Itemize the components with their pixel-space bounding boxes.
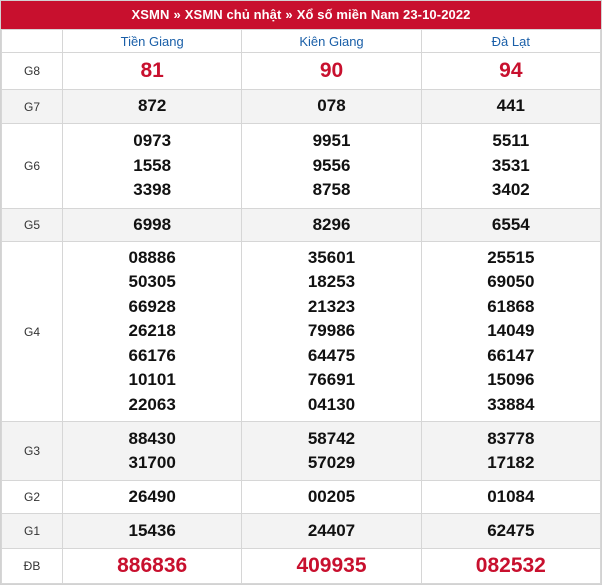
prize-number: 35601 [307,248,356,268]
prize-number: 04130 [307,394,356,414]
prize-number: 08886 [128,248,176,268]
prize-cell-da-lat [421,124,600,209]
results-table [1,29,601,584]
breadcrumb-separator: » [285,7,293,22]
prize-row-g5 [2,209,601,242]
prize-row-g7 [2,90,601,124]
prize-number: 18253 [307,272,356,292]
prize-cell-da-lat [421,422,600,481]
prize-number: 88430 [128,428,176,448]
prize-number: 61868 [487,296,535,316]
prize-number: 66147 [487,345,535,365]
prize-number: 66176 [128,345,176,365]
prize-number: 33884 [487,394,535,414]
prize-number: 22063 [128,394,176,414]
prize-number: 50305 [128,272,176,292]
prize-number: 1558 [133,155,172,175]
prize-label: G5 [2,209,63,242]
province-header-tien-giang: Tiền Giang [63,30,242,53]
prize-label: G3 [2,422,63,481]
prize-row-g8 [2,53,601,90]
prize-label: G1 [2,514,63,549]
prize-cell-tien-giang [63,90,242,124]
province-header-da-lat: Đà Lạt [421,30,600,53]
prize-number: 872 [137,96,167,116]
prize-cell-da-lat [421,514,600,549]
prize-number: 14049 [487,321,535,341]
prize-cell-tien-giang [63,124,242,209]
prize-number: 01084 [487,486,535,506]
prize-number: 66928 [128,296,176,316]
breadcrumb-xsmn-sunday-link[interactable]: XSMN chủ nhật [184,7,282,22]
prize-label: ĐB [2,549,63,584]
prize-cell-kien-giang [242,90,421,124]
prize-cell-kien-giang [242,124,421,209]
prize-cell-tien-giang [63,242,242,422]
prize-number: 21323 [307,296,356,316]
prize-number: 17182 [487,453,535,472]
prize-cell-kien-giang [242,53,421,90]
prize-cell-da-lat [421,90,600,124]
prize-number: 81 [140,58,164,82]
prize-number: 26490 [128,486,176,506]
prize-number: 90 [319,58,344,82]
prize-row-g2 [2,481,601,514]
prize-number: 69050 [487,272,535,292]
prize-number: 8296 [312,214,351,234]
prize-cell-tien-giang [63,481,242,514]
prize-number: 25515 [487,248,535,268]
prize-number: 24407 [307,520,356,540]
prize-number: 441 [496,96,526,116]
prize-label: G7 [2,90,63,124]
breadcrumb-separator: » [173,7,181,22]
prize-label: G6 [2,124,63,209]
prize-cell-kien-giang [242,209,421,242]
prize-cell-kien-giang [242,481,421,514]
prize-row-g3 [2,422,601,481]
breadcrumb-draw-date-link[interactable]: Xổ số miền Nam 23-10-2022 [296,7,471,22]
prize-row-special [2,549,601,584]
prize-cell-kien-giang [242,242,421,422]
prize-number: 078 [317,96,346,116]
prize-number: 79986 [307,321,356,341]
prize-number: 082532 [475,553,546,577]
prize-label: G4 [2,242,63,422]
prize-row-g6 [2,124,601,209]
breadcrumb-xsmn-link[interactable]: XSMN [131,7,170,22]
prize-cell-tien-giang [63,514,242,549]
prize-cell-da-lat [421,53,600,90]
prize-cell-da-lat [421,209,600,242]
prize-number: 15436 [128,520,176,540]
prize-cell-kien-giang [242,514,421,549]
prize-number: 6554 [491,214,530,234]
province-header-kien-giang: Kiên Giang [242,30,421,53]
prize-number: 6998 [133,214,172,234]
prize-number: 886836 [117,553,188,577]
prize-label: G8 [2,53,63,90]
prize-number: 58742 [307,428,356,448]
prize-number: 9951 [312,131,351,151]
prize-cell-tien-giang [63,422,242,481]
prize-label: G2 [2,481,63,514]
province-header-row [2,30,601,53]
prize-number: 8758 [312,180,351,200]
prize-number: 5511 [492,131,530,151]
prize-cell-da-lat [421,549,600,584]
prize-number: 83778 [487,428,535,448]
prize-number: 9556 [312,155,351,175]
prize-cell-tien-giang [63,549,242,584]
prize-number: 3531 [491,155,530,175]
prize-cell-kien-giang [242,422,421,481]
prize-row-g1 [2,514,601,549]
prize-number: 409935 [296,553,367,577]
prize-number: 64475 [307,345,356,365]
prize-number: 15096 [487,370,535,390]
prize-number: 3402 [491,180,530,200]
prize-number: 3398 [133,180,172,200]
prize-number: 26218 [128,321,176,341]
prize-cell-kien-giang [242,549,421,584]
results-header [1,1,601,29]
prize-row-g4 [2,242,601,422]
prize-cell-tien-giang [63,53,242,90]
prize-number: 31700 [128,453,176,472]
prize-cell-da-lat [421,242,600,422]
prize-cell-da-lat [421,481,600,514]
header-corner-cell [2,30,63,53]
prize-number: 0973 [133,131,172,151]
prize-number: 62475 [487,520,535,540]
prize-number: 76691 [307,370,356,390]
prize-number: 57029 [307,453,356,472]
prize-number: 00205 [307,486,356,506]
prize-cell-tien-giang [63,209,242,242]
prize-number: 94 [499,58,523,82]
prize-number: 10101 [128,370,176,390]
